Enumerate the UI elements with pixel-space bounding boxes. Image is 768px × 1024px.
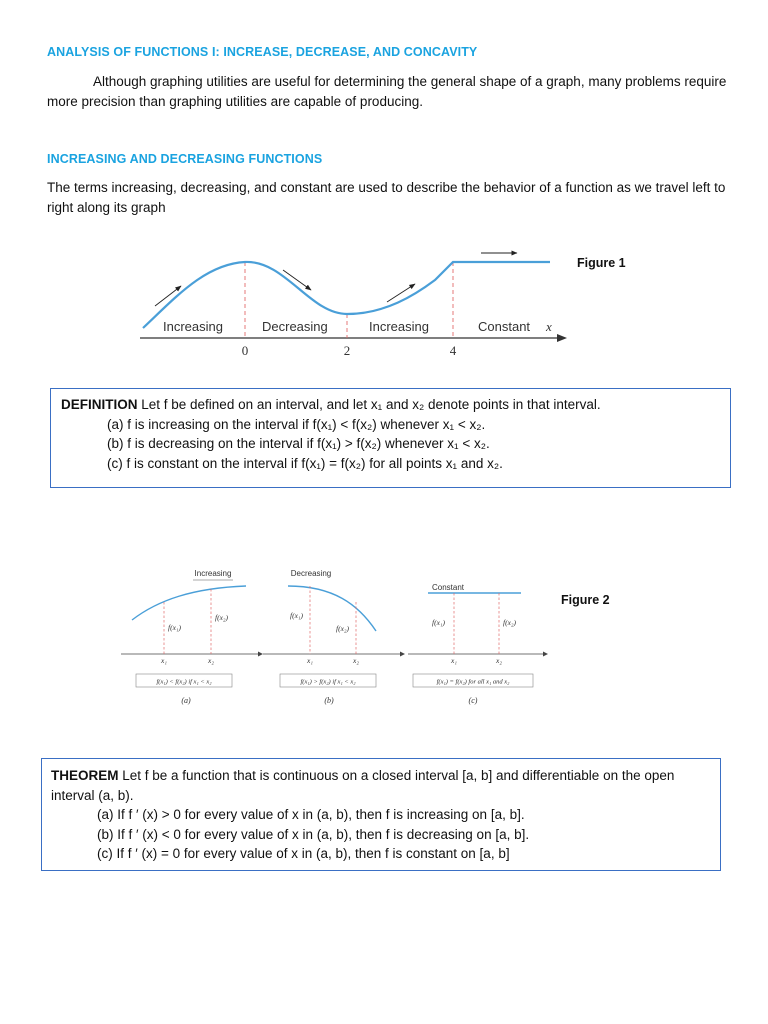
segment-label: Constant — [478, 319, 531, 334]
theorem-text: Let f be a function that is continuous on a closed interval [a, b] and differentiable on the open interval (a, b). — [51, 768, 675, 803]
figure-1-label: Figure 1 — [577, 256, 626, 270]
definition-box — [50, 388, 731, 488]
x1-label: x₁ — [307, 656, 313, 665]
figure-2-panel-b — [263, 569, 405, 705]
x1-label: x₁ — [161, 656, 167, 665]
fx1-label: f(x₁) — [290, 611, 304, 620]
definition-text: Let f be defined on an interval, and let x₁ and x₂ denote points in that interval. — [137, 397, 601, 412]
segment-label: Increasing — [163, 319, 223, 334]
figure-2-panel-a — [121, 569, 263, 705]
increasing-curve — [132, 586, 246, 620]
theorem-lead — [51, 766, 711, 805]
figure-2-panel-c — [408, 583, 548, 705]
section-heading: INCREASING AND DECREASING FUNCTIONS — [47, 152, 323, 166]
panel-letter: (c) — [468, 696, 478, 705]
fx2-label: f(x₂) — [215, 613, 229, 622]
panel-caption: f(x₁) > f(x₂) if x₁ < x₂ — [300, 678, 356, 686]
theorem-item: (c) If f ′ (x) = 0 for every value of x in (a, b), then f is constant on [a, b] — [97, 846, 510, 861]
tick-label: 4 — [449, 343, 457, 358]
tick-label: 2 — [343, 343, 351, 358]
panel-title: Constant — [431, 583, 465, 592]
figure-2-label: Figure 2 — [561, 593, 610, 607]
definition-lead — [61, 395, 720, 415]
terms-paragraph: The terms increasing, decreasing, and constant are used to describe the behavior of a function as we travel left to right along its graph — [47, 180, 726, 215]
panel-caption: f(x₁) < f(x₂) if x₁ < x₂ — [156, 678, 212, 686]
figure-2 — [118, 562, 548, 712]
tick-label: 0 — [241, 343, 249, 358]
intro-paragraph: Although graphing utilities are useful for determining the general shape of a graph, many problems require more precision than graphing utilities are capable of producing. — [47, 74, 727, 109]
panel-caption: f(x₁) = f(x₂) for all x₁ and x₂ — [436, 678, 510, 686]
fx1-label: f(x₁) — [432, 618, 446, 627]
theorem-box — [41, 758, 721, 871]
fx2-label: f(x₂) — [503, 618, 517, 627]
definition-item: (b) f is decreasing on the interval if f(x₁) > f(x₂) whenever x₁ < x₂. — [107, 436, 490, 451]
x2-label: x₂ — [496, 656, 502, 665]
definition-item: (a) f is increasing on the interval if f(x₁) < f(x₂) whenever x₁ < x₂. — [107, 416, 486, 432]
panel-letter: (b) — [324, 696, 334, 705]
axis-variable: x — [546, 319, 552, 334]
theorem-keyword: THEOREM — [51, 768, 119, 783]
x1-label: x₁ — [451, 656, 457, 665]
theorem-item: (b) If f ′ (x) < 0 for every value of x in (a, b), then f is decreasing on [a, b]. — [97, 826, 530, 842]
figure-1 — [135, 240, 575, 365]
x2-label: x₂ — [208, 656, 214, 665]
panel-title: Decreasing — [290, 569, 332, 578]
theorem-item: (a) If f ′ (x) > 0 for every value of x in (a, b), then f is increasing on [a, b]. — [97, 807, 525, 822]
panel-letter: (a) — [181, 696, 191, 705]
definition-item: (c) f is constant on the interval if f(x₁) = f(x₂) for all points x₁ and x₂. — [107, 455, 503, 471]
definition-keyword: DEFINITION — [61, 397, 138, 412]
panel-title: Increasing — [194, 569, 232, 578]
x2-label: x₂ — [353, 656, 359, 665]
main-heading: ANALYSIS OF FUNCTIONS I: INCREASE, DECREASE, AND CONCAVITY — [47, 45, 478, 59]
direction-arrow — [387, 284, 415, 302]
fx1-label: f(x₁) — [168, 623, 182, 632]
axis-arrowhead — [557, 334, 567, 342]
decreasing-curve — [288, 586, 376, 631]
segment-label: Decreasing — [262, 319, 328, 334]
segment-label: Increasing — [369, 319, 429, 334]
fx2-label: f(x₂) — [336, 624, 350, 633]
